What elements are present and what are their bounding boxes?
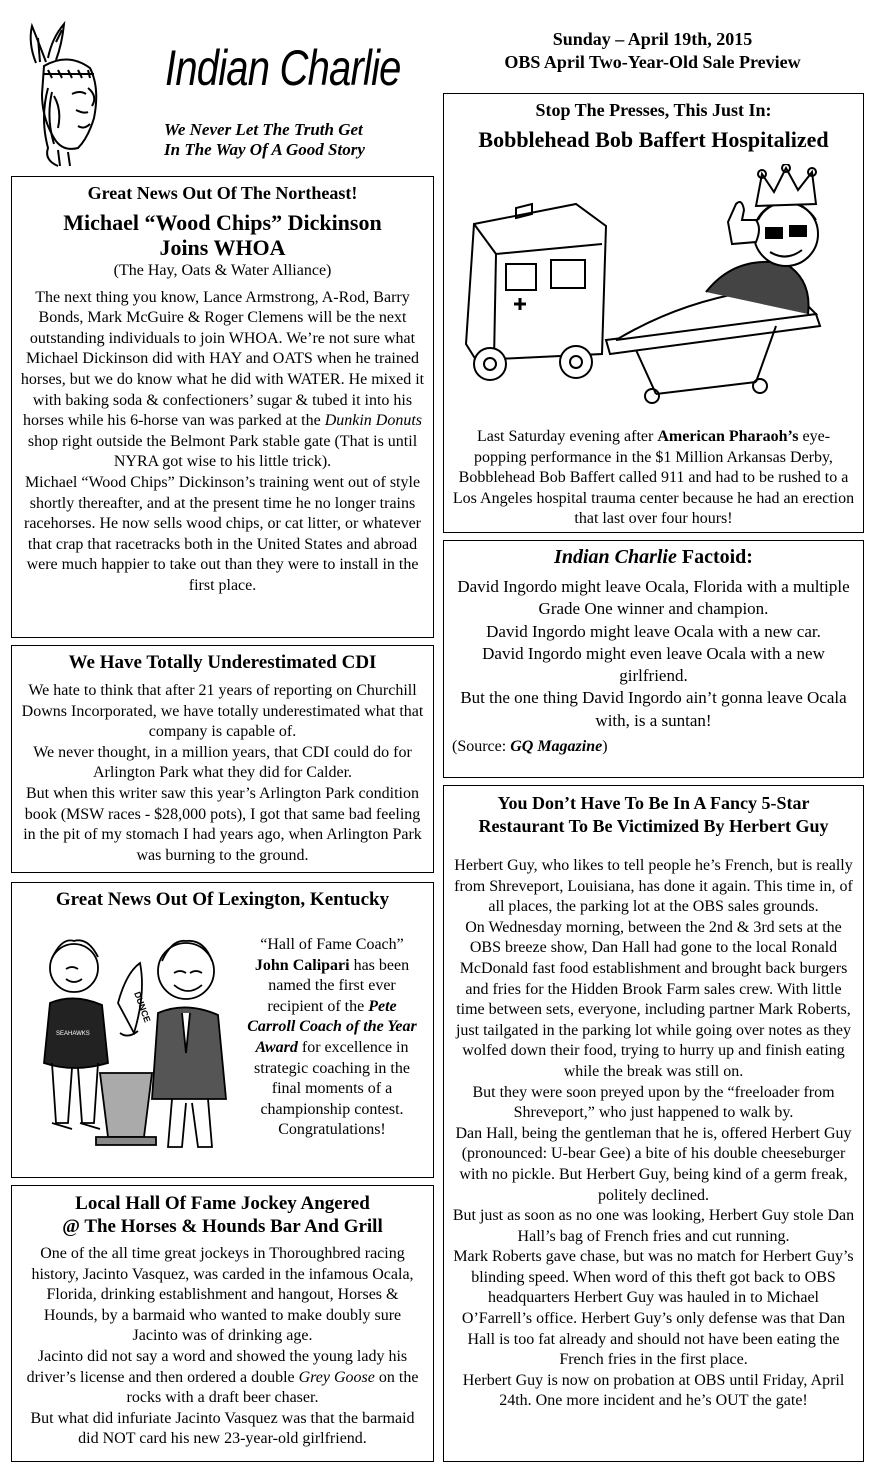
herbert-headline-1: You Don’t Have To Be In A Fancy 5-Star <box>497 793 810 813</box>
article-factoid <box>443 540 864 778</box>
tagline-line-2: In The Way Of A Good Story <box>164 140 365 159</box>
wood-chips-kicker: Great News Out Of The Northeast! <box>87 183 358 203</box>
article-baffert <box>443 93 864 533</box>
wood-chips-headline <box>20 210 425 260</box>
article-lexington <box>11 882 434 1178</box>
herbert-headline-2: Restaurant To Be Victimized By Herbert Guy <box>478 816 829 836</box>
seahawks-jacket-text: SEAHAWKS <box>56 1031 90 1037</box>
masthead-tagline <box>164 120 424 160</box>
calipari-cartoon-icon <box>22 923 242 1163</box>
factoid-headline: Indian Charlie Factoid: <box>554 546 753 568</box>
masthead-title: Indian Charlie <box>165 40 401 96</box>
wood-chips-headline-1: Michael “Wood Chips” Dickinson <box>63 210 382 235</box>
baffert-kicker: Stop The Presses, This Just In: <box>535 100 772 120</box>
factoid-source: (Source: GQ Magazine) <box>452 738 608 756</box>
tagline-line-1: We Never Let The Truth Get <box>164 120 363 139</box>
dunce-hat-text: DUNCE <box>132 990 153 1024</box>
article-wood-chips <box>11 176 434 638</box>
article-herbert <box>443 785 864 1462</box>
issue-edition: OBS April Two-Year-Old Sale Preview <box>504 52 801 72</box>
jockey-body: One of the all time great jockeys in Thoroughbred racing history, Jacinto Vasquez, was carded in the infamous Ocala, Florida, drinking establishment and hangout, Horses & Hounds, by a barmaid who wanted to make doubly sure Jacinto was of drinking age. Jacinto did not say a word and showed the young lady his driver’s license and then ordered a double Grey Goose on the rocks with a draft beer chaser. But what did infuriate Jacinto Vasquez was that the barmaid did NOT card his new 23-year-old girlfriend. <box>26 1245 419 1448</box>
baffert-headline: Bobblehead Bob Baffert Hospitalized <box>478 127 829 152</box>
herbert-body: Herbert Guy, who likes to tell people he’s French, but is really from Shreveport, Louisiana, has done it again. This time in, of all places, the parking lot at the OBS sales grounds. On Wednesday morning, between the 2nd & 3rd sets at the OBS breeze show, Dan Hall had gone to the local Ronald McDonald fast food establishment and brought back burgers and fries for the Hidden Brook Farm sales crew. With little time between sets, everyone, including partner Mark Roberts, just tailgated in the parking lot while going over notes as they wolfed down their food, trying to hurry up and finish eating while the break was still on. But they were soon preyed upon by the “freeloader from Shreveport,” who just happened to walk by. Dan Hall, being the gentleman that he is, offered Herbert Guy (pronounced: U-bear Gee) a bite of his double cheeseburger with no pickle. But Herbert Guy, being kind of a germ freak, politely declined. But just as soon as no one was looking, Herbert Guy stole Dan Hall’s bag of French fries and cut running. Mark Roberts gave chase, but was no match for Herbert Guy’s blinding speed. When word of this theft got back to OBS headquarters Herbert Guy was hauled in to Michael O’Farrell’s office. Herbert Guy’s only defense was that Dan Hall is too fat already and should not have been eating the French fries in the first place. Herbert Guy is now on probation at OBS until Friday, April 24th. One more incident and he’s OUT the gate! <box>452 857 855 1410</box>
wood-chips-subhead: (The Hay, Oats & Water Alliance) <box>113 262 332 279</box>
lexington-body: “Hall of Fame Coach” John Calipari has been named the first ever recipient of the Pete Carroll Coach of the Year Award for excellence in strategic coaching in the final moments of a championship contest. Congratulations! <box>247 936 417 1139</box>
wood-chips-body: The next thing you know, Lance Armstrong, A-Rod, Barry Bonds, Mark McGuire & Roger Clemens will be the next outstanding individuals to join WHOA. We’re not sure what Michael Dickinson did with HAY and OATS when he trained horses, but we do know what he did with WATER. He mixed it with baking soda & confectioners’ sugar & tubed it into his horses while his 6-horse van was parked at the Dunkin Donuts shop right outside the Belmont Park stable gate (That is until NYRA got wise to his little trick). Michael “Wood Chips” Dickinson’s training went out of style shortly thereafter, and at the present time he no longer trains racehorses. He now sells wood chips, or cat litter, or whatever that crap that racetracks both in the United States and abroad were much happier to take out than they were to install in the first place. <box>20 288 425 594</box>
jockey-headline <box>20 1192 425 1238</box>
ambulance-cartoon-icon <box>456 164 856 414</box>
factoid-body: David Ingordo might leave Ocala, Florida with a multiple Grade One winner and champion. David Ingordo might leave Ocala with a new car. David Ingordo might even leave Ocala with a new girlfriend. But the one thing David Ingordo ain’t gonna leave Ocala with, is a suntan! <box>457 577 850 730</box>
herbert-headline <box>452 792 855 838</box>
cdi-headline: We Have Totally Underestimated CDI <box>68 652 377 673</box>
article-cdi <box>11 645 434 873</box>
wood-chips-headline-2: Joins WHOA <box>159 235 286 260</box>
issue-info <box>445 28 860 74</box>
article-jockey <box>11 1185 434 1462</box>
jockey-headline-2: @ The Horses & Hounds Bar And Grill <box>62 1216 383 1237</box>
cdi-body: We hate to think that after 21 years of reporting on Churchill Downs Incorporated, we have totally underestimated what that company is capable of. We never thought, in a million years, that CDI could do for Arlington Park what they did for Calder. But when this writer saw this year’s Arlington Park condition book (MSW races - $28,000 pots), I got that same bad feeling in the pit of my stomach I had years ago, when Arlington Park was burning to the ground. <box>21 682 424 864</box>
baffert-body: Last Saturday evening after American Pharaoh’s eye-popping performance in the $1 Million Arkansas Derby, Bobblehead Bob Baffert called 911 and had to be rushed to a Los Angeles hospital trauma center because he had an erection that last over four hours! <box>452 428 855 528</box>
issue-date: Sunday – April 19th, 2015 <box>552 29 753 49</box>
lexington-headline: Great News Out Of Lexington, Kentucky <box>55 889 390 910</box>
indian-head-logo-icon <box>18 18 148 168</box>
jockey-headline-1: Local Hall Of Fame Jockey Angered <box>75 1193 370 1214</box>
